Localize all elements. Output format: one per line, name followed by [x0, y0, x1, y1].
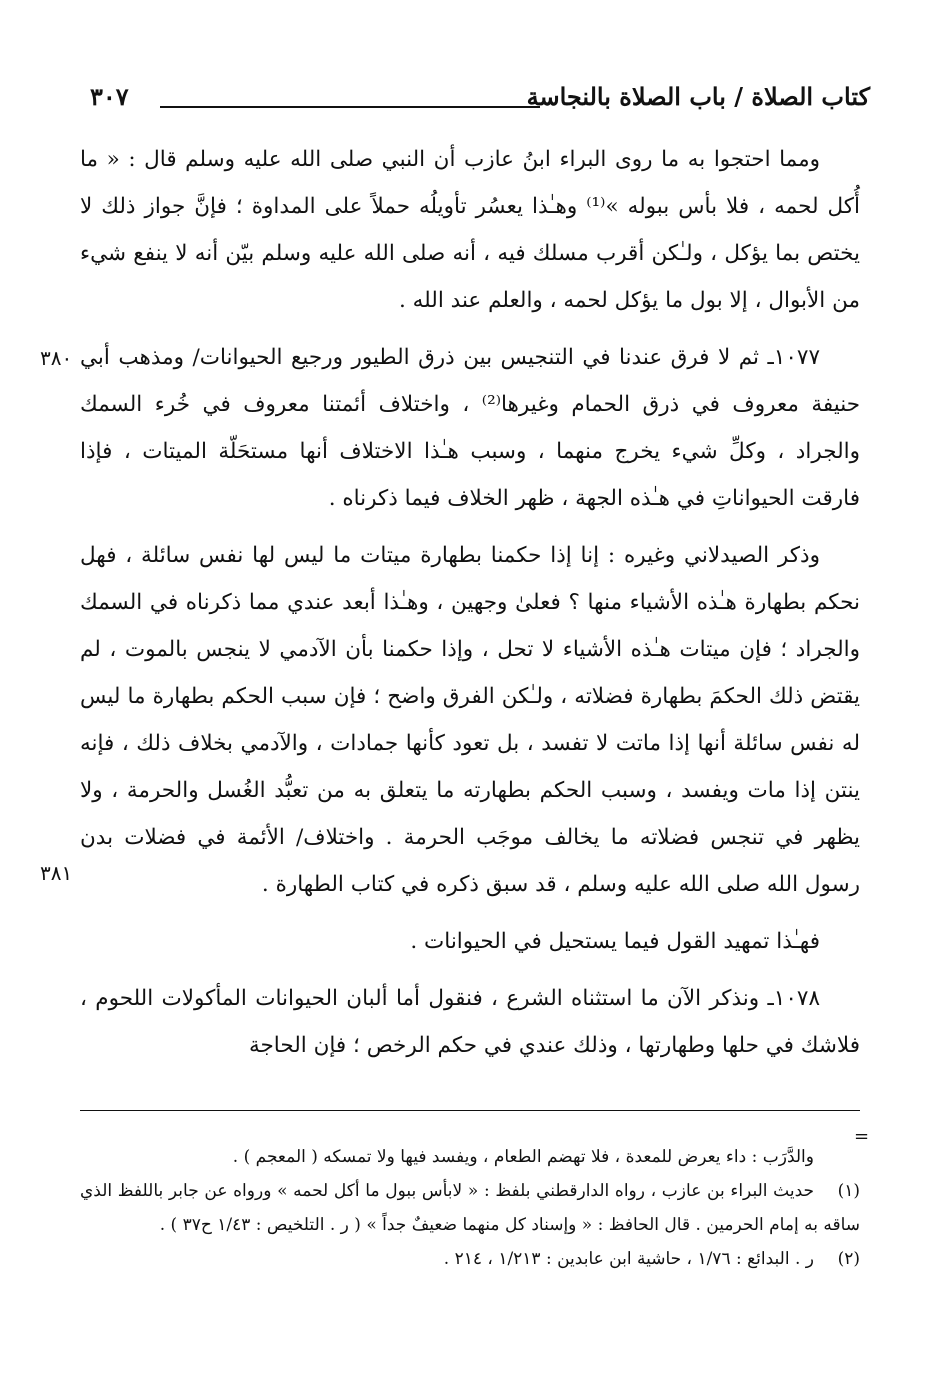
footnote-continuation-mark: =	[854, 1126, 870, 1147]
footnote	[80, 1174, 860, 1242]
margin-number: ٣٨٠	[40, 346, 73, 370]
paragraph: ومما احتجوا به ما روى البراء ابنُ عازب أن النبي صلى الله عليه وسلم قال : « ما أُكل لحمه ، فلا بأس ببوله »⁽¹⁾ وهـٰذا يعسُر تأويلُه حملاً على المداوة ؛ فإنَّ جواز ذلك لا يختص بما يؤكل ، ولـٰكن أقرب مسلك فيه ، أنه صلى الله عليه وسلم بيّن أنه لا ينفع شيء من الأبوال ، إلا بول ما يؤكل لحمه ، والعلم عند الله .	[80, 147, 860, 313]
paragraph: فهـٰذا تمهيد القول فيما يستحيل في الحيوانات .	[410, 929, 820, 954]
footnote-text: حديث البراء بن عازب ، رواه الدارقطني بلفظ : « لابأس ببول ما أكل لحمه » ورواه عن جابر باللفظ الذي ساقه به إمام الحرمين . قال الحافظ : « وإسناد كل منهما ضعيفٌ جداً » ( ر . التلخيص : ١/٤٣ ح٣٧ ) .	[80, 1181, 860, 1235]
header-rule	[160, 106, 540, 108]
footnote	[80, 1242, 860, 1276]
footnote-number: (٢)	[837, 1249, 860, 1269]
main-text	[80, 136, 860, 1079]
footnote-text: ر . البدائع : ١/٧٦ ، حاشية ابن عابدين : ١/٢١٣ ، ٢١٤ .	[443, 1249, 814, 1269]
paragraph: وذكر الصيدلاني وغيره : إنا إذا حكمنا بطهارة ميتات ما ليس لها نفس سائلة ، فهل نحكم بطهارة هـٰذه الأشياء منها ؟ فعلىٰ وجهين ، وهـٰذا أبعد عندي مما ذكرناه في السمك والجراد ؛ فإن ميتات هـٰذه الأشياء لا تحل ، وإذا حكمنا بأن الآدمي لا ينجس بالموت ، لم يقتض ذلك الحكمَ بطهارة فضلاته ، ولـٰكن الفرق واضح ؛ فإن سبب الحكم بطهارة ما ليس له نفس سائلة أنها إذا ماتت لا تفسد ، بل تعود كأنها جمادات ، والآدمي بخلاف ذلك ، فإنه ينتن إذا مات ويفسد ، وسبب الحكم بطهارته ما يتعلق به من تعبُّد الغُسل والحرمة ، ولا يظهر في تنجس فضلاته ما يخالف موجَب الحرمة . واختلاف/ الأئمة في فضلات بدن رسول الله صلى الله عليه وسلم ، قد سبق ذكره في كتاب الطهارة .	[80, 543, 860, 897]
footnote-rule	[80, 1110, 860, 1111]
margin-number: ٣٨١	[40, 861, 73, 885]
paragraph: ١٠٧٧ـ ثم لا فرق عندنا في التنجيس بين ذرق الطيور ورجيع الحيوانات/ ومذهب أبي حنيفة معروف في ذرق الحمام وغيرها⁽²⁾ ، واختلاف أئمتنا معروف في خُرء السمك والجراد ، وكلِّ شيء يخرج منهما ، وسبب هـٰذا الاختلاف أنها مستحَلّة الميتات ، فإذا فارقت الحيواناتِ في هـٰذه الجهة ، ظهر الخلاف فيما ذكرناه .	[80, 345, 861, 511]
footnotes	[80, 1140, 860, 1276]
paragraph: ١٠٧٨ـ ونذكر الآن ما استثناه الشرع ، فنقول أما ألبان الحيوانات المأكولات اللحوم ، فلاشك في حلها وطهارتها ، وذلك عندي في حكم الرخص ؛ فإن الحاجة	[80, 986, 860, 1058]
footnote-number: (١)	[837, 1181, 860, 1201]
header-title: كتاب الصلاة / باب الصلاة بالنجاسة	[526, 82, 870, 111]
page-number: ٣٠٧	[90, 82, 129, 111]
footnote-continuation: والدَّرَب : داء يعرض للمعدة ، فلا تهضم الطعام ، ويفسد فيها ولا تمسكه ( المعجم ) .	[232, 1147, 814, 1167]
running-header	[80, 82, 870, 122]
